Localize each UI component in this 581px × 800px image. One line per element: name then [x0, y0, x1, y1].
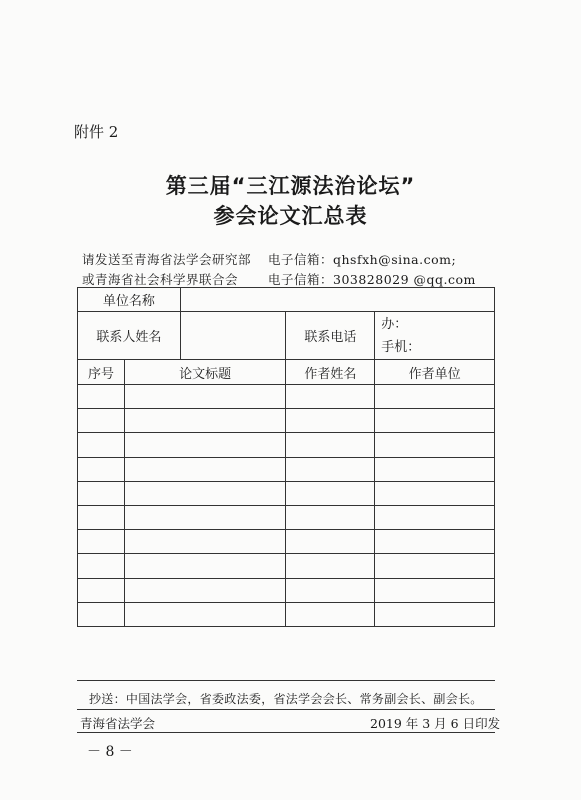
row-title-cell[interactable] [124, 602, 286, 626]
row-affiliation-cell[interactable] [375, 505, 495, 529]
table-row [78, 433, 495, 457]
row-title-cell[interactable] [124, 481, 286, 505]
row-author-cell[interactable] [286, 530, 375, 554]
issue-date: 2019 年 3 月 6 日印发 [370, 716, 501, 731]
row-author-cell[interactable] [286, 578, 375, 602]
row-index-cell[interactable] [78, 433, 125, 457]
row-affiliation-cell[interactable] [375, 481, 495, 505]
row-affiliation-cell[interactable] [375, 602, 495, 626]
table-body [78, 385, 495, 627]
unit-name-label: 单位名称 [78, 288, 181, 312]
table-row [78, 578, 495, 602]
row-author-cell[interactable] [286, 409, 375, 433]
row-index-cell[interactable] [78, 554, 125, 578]
row-index-cell[interactable] [78, 602, 125, 626]
table-row [78, 481, 495, 505]
row-affiliation-cell[interactable] [375, 578, 495, 602]
unit-row [78, 288, 495, 312]
row-author-cell[interactable] [286, 481, 375, 505]
attachment-label: 附件 2 [74, 123, 119, 141]
unit-name-field[interactable] [180, 288, 494, 312]
row-affiliation-cell[interactable] [375, 530, 495, 554]
table-row [78, 457, 495, 481]
row-index-cell[interactable] [78, 505, 125, 529]
row-title-cell[interactable] [124, 530, 286, 554]
row-title-cell[interactable] [124, 457, 286, 481]
table-row [78, 505, 495, 529]
cc-line: 抄送：中国法学会，省委政法委，省法学会会长、常务副会长、副会长。 [89, 692, 483, 706]
table-row [78, 554, 495, 578]
row-author-cell[interactable] [286, 602, 375, 626]
row-author-cell[interactable] [286, 457, 375, 481]
row-index-cell[interactable] [78, 530, 125, 554]
row-title-cell[interactable] [124, 505, 286, 529]
col-header-affiliation: 作者单位 [375, 360, 495, 385]
column-header-row [78, 360, 495, 385]
contact-name-field[interactable] [180, 312, 286, 360]
contact-name-label: 联系人姓名 [78, 312, 181, 360]
contact-phone-label: 联系电话 [286, 312, 375, 360]
row-index-cell[interactable] [78, 578, 125, 602]
row-index-cell[interactable] [78, 481, 125, 505]
row-author-cell[interactable] [286, 433, 375, 457]
send-email-1: 电子信箱：qhsfxh@sina.com; [268, 252, 457, 267]
row-title-cell[interactable] [124, 433, 286, 457]
table-row [78, 530, 495, 554]
send-org-2: 或青海省社会科学界联合会 [82, 272, 239, 287]
row-title-cell[interactable] [124, 554, 286, 578]
send-org-1: 请发送至青海省法学会研究部 [82, 252, 252, 267]
contact-phone-field[interactable] [375, 312, 495, 360]
table-row [78, 409, 495, 433]
issuer-name: 青海省法学会 [80, 716, 156, 731]
row-affiliation-cell[interactable] [375, 457, 495, 481]
row-affiliation-cell[interactable] [375, 385, 495, 409]
paper-summary-table [77, 287, 495, 627]
send-line-1 [82, 250, 457, 268]
row-affiliation-cell[interactable] [375, 409, 495, 433]
row-affiliation-cell[interactable] [375, 554, 495, 578]
table-row [78, 385, 495, 409]
row-title-cell[interactable] [124, 385, 286, 409]
page-number: － 8 － [87, 744, 133, 760]
table-row [78, 602, 495, 626]
footer-rule-middle [77, 709, 495, 710]
footer-rule-top [77, 680, 495, 681]
row-title-cell[interactable] [124, 578, 286, 602]
office-phone-label: 办： [381, 316, 408, 332]
footer-rule-bottom [77, 732, 495, 733]
row-author-cell[interactable] [286, 385, 375, 409]
row-index-cell[interactable] [78, 385, 125, 409]
row-index-cell[interactable] [78, 457, 125, 481]
col-header-title: 论文标题 [124, 360, 286, 385]
send-line-2 [82, 270, 476, 288]
row-title-cell[interactable] [124, 409, 286, 433]
mobile-phone-label: 手机： [381, 339, 421, 355]
row-index-cell[interactable] [78, 409, 125, 433]
send-email-2: 电子信箱：303828029 @qq.com [268, 272, 476, 287]
document-title-line1: 第三届“三江源法治论坛” [165, 174, 416, 198]
row-affiliation-cell[interactable] [375, 433, 495, 457]
contact-row [78, 312, 495, 360]
col-header-index: 序号 [78, 360, 125, 385]
document-title-line2: 参会论文汇总表 [213, 204, 368, 228]
row-author-cell[interactable] [286, 554, 375, 578]
row-author-cell[interactable] [286, 505, 375, 529]
col-header-author: 作者姓名 [286, 360, 375, 385]
